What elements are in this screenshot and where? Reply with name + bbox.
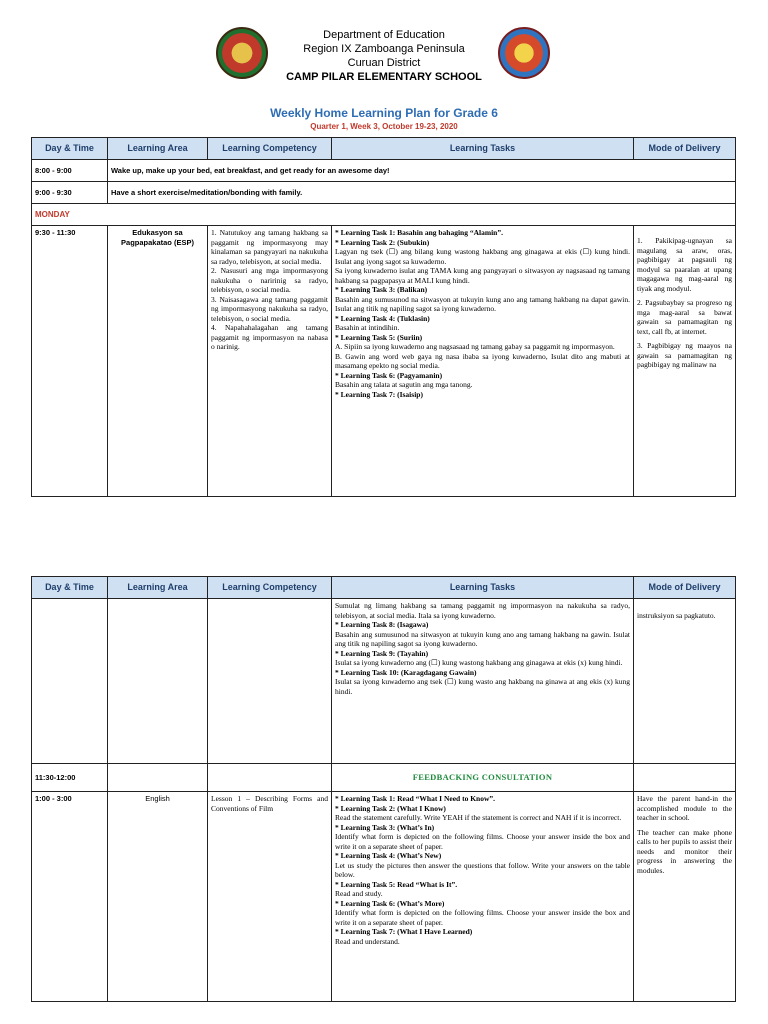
learning-competency-cell: Lesson 1 – Describing Forms and Conventions of Film xyxy=(208,792,332,1002)
task-item: * Learning Task 4: (Tuklasin) xyxy=(335,313,430,323)
task-item: Sumulat ng limang hakbang sa tamang paggamit ng impormasyon na nakukuha sa radyo, telebisyon, at social media. Itala sa iyong kuwaderno. xyxy=(335,601,630,620)
competency-item: 2. Nasusuri ang mga impormasyong nakukuha o naririnig sa radyo, telebisyon, o social media. xyxy=(211,266,328,294)
task-item: * Learning Task 3: (What’s In) xyxy=(335,822,435,832)
learning-area-cell xyxy=(108,599,208,764)
learning-tasks-cell xyxy=(332,792,634,1002)
learning-area-cell xyxy=(108,764,208,792)
time-cell xyxy=(32,599,108,764)
col-header-learning-tasks: Learning Tasks xyxy=(332,577,634,599)
task-item: * Learning Task 5: (Suriin) xyxy=(335,332,423,342)
learning-competency-cell xyxy=(208,226,332,497)
competency-item: 3. Naisasagawa ang tamang paggamit ng impormasyong nakukuha sa radyo, telebisyon, o social media. xyxy=(211,294,328,323)
col-header-learning-competency: Learning Competency xyxy=(208,577,332,599)
task-item: Read the statement carefully. Write YEAH if the statement is correct and NAH if it is incorrect. xyxy=(335,813,622,822)
task-item: Lagyan ng tsek (☐) ang bilang kung wastong hakbang ang ginagawa at ekis (☐) kung hindi. Isulat ang iyong sagot sa kuwaderno. xyxy=(335,247,630,266)
activity-cell: Have a short exercise/meditation/bonding with family. xyxy=(108,182,736,204)
table-row-continued xyxy=(32,599,736,764)
delivery-item: The teacher can make phone calls to her pupils to assist their needs and monitor their progress in answering the modules. xyxy=(637,827,732,875)
learning-area-cell: Edukasyon sa Pagpapakatao (ESP) xyxy=(108,226,208,497)
delivery-item: Have the parent hand-in the accomplished module to the teacher in school. xyxy=(637,794,732,822)
task-item: * Learning Task 2: (Subukin) xyxy=(335,237,430,247)
task-item: B. Gawin ang word web gaya ng nasa ibaba sa iyong kuwaderno, Isulat dito ang mabuti at masamang epekto ng social media. xyxy=(335,351,630,370)
task-item: Let us study the pictures then answer the questions that follow. Write your answers on the table below. xyxy=(335,860,630,879)
task-item: * Learning Task 3: (Balikan) xyxy=(335,285,428,294)
header-row xyxy=(32,577,736,599)
task-item: * Learning Task 5: Read “What is It”. xyxy=(335,879,458,889)
task-item: A. Sipiin sa iyong kuwaderno ang nagsasaad ng tamang gabay sa paggamit ng impormasyon. xyxy=(335,342,615,351)
table-row xyxy=(32,160,736,182)
time-cell: 9:30 - 11:30 xyxy=(32,226,108,497)
learning-competency-cell xyxy=(208,764,332,792)
task-item: * Learning Task 7: (What I Have Learned) xyxy=(335,927,473,936)
feedback-label: FEEDBACKING CONSULTATION xyxy=(332,764,634,792)
learning-tasks-cell xyxy=(332,226,634,497)
col-header-learning-competency: Learning Competency xyxy=(208,138,332,160)
task-item: * Learning Task 1: Read “What I Need to Know”. xyxy=(335,794,496,803)
learning-plan-table-2 xyxy=(31,576,736,1002)
activity-cell: Wake up, make up your bed, eat breakfast, and get ready for an awesome day! xyxy=(108,160,736,182)
learning-area-cell: English xyxy=(108,792,208,1002)
time-cell: 9:00 - 9:30 xyxy=(32,182,108,204)
task-item: * Learning Task 1: Basahin ang bahaging “Alamin”. xyxy=(335,228,503,237)
col-header-day-time: Day & Time xyxy=(32,138,108,160)
col-header-learning-area: Learning Area xyxy=(108,138,208,160)
col-header-learning-area: Learning Area xyxy=(108,577,208,599)
task-item: Identify what form is depicted on the following films. Choose your answer inside the box and write it on a separate sheet of paper. xyxy=(335,908,630,927)
task-item: Basahin ang talata at sagutin ang mga tanong. xyxy=(335,380,473,389)
learning-competency-cell xyxy=(208,599,332,764)
task-item: Sa iyong kuwaderno isulat ang TAMA kung ang pangyayari o sitwasyon ay nagsasaad ng tamang hakbang sa pagpapasya at MALI kung hindi. xyxy=(335,266,630,285)
document-header xyxy=(0,0,768,100)
col-header-learning-tasks: Learning Tasks xyxy=(332,138,634,160)
plan-subtitle: Quarter 1, Week 3, October 19-23, 2020 xyxy=(310,122,458,131)
plan-title: Weekly Home Learning Plan for Grade 6 xyxy=(270,106,498,120)
task-item: * Learning Task 6: (Pagyamanin) xyxy=(335,370,443,380)
day-label: MONDAY xyxy=(32,204,736,226)
task-item: Isulat sa iyong kuwaderno ang (☐) kung wastong hakbang ang ginagawa at ekis (x) kung hindi. xyxy=(335,658,623,667)
task-item: Basahin ang sumusunod na sitwasyon at tukuyin kung ano ang tamang hakbang na dapat gawin. Isulat ang titik ng napiling sagot sa iyong kuwaderno. xyxy=(335,294,630,313)
col-header-mode-of-delivery: Mode of Delivery xyxy=(634,138,736,160)
time-cell: 8:00 - 9:00 xyxy=(32,160,108,182)
mode-of-delivery-cell xyxy=(634,599,736,764)
task-item: * Learning Task 6: (What’s More) xyxy=(335,898,445,908)
task-item: Identify what form is depicted on the following films. Choose your answer inside the box and write it on a separate sheet of paper. xyxy=(335,832,630,851)
task-item: Isulat sa iyong kuwaderno ang tsek (☐) kung wasto ang hakbang na ginawa at ang ekis (x) kung hindi. xyxy=(335,677,630,696)
time-cell: 11:30-12:00 xyxy=(32,764,108,792)
day-row xyxy=(32,204,736,226)
district-name: Curuan District xyxy=(347,57,421,69)
task-item: Read and study. xyxy=(335,889,383,898)
learning-plan-table-1 xyxy=(31,137,736,497)
task-item: Read and understand. xyxy=(335,936,400,946)
region-name: Region IX Zamboanga Peninsula xyxy=(303,43,465,55)
mode-of-delivery-cell xyxy=(634,792,736,1002)
task-item: * Learning Task 7: (Isaisip) xyxy=(335,389,423,399)
time-cell: 1:00 - 3:00 xyxy=(32,792,108,1002)
delivery-item: 2. Pagsubaybay sa progreso ng mga mag-aaral sa bawat gawain sa pamamagitan ng text, call fb, at internet. xyxy=(637,298,732,336)
mode-of-delivery-cell xyxy=(634,764,736,792)
table-row-feedback xyxy=(32,764,736,792)
task-item: * Learning Task 10: (Karagdagang Gawain) xyxy=(335,667,477,677)
task-item: * Learning Task 8: (Isagawa) xyxy=(335,620,429,629)
col-header-day-time: Day & Time xyxy=(32,577,108,599)
header-row xyxy=(32,138,736,160)
col-header-mode-of-delivery: Mode of Delivery xyxy=(634,577,736,599)
competency-item: 1. Natutukoy ang tamang hakbang sa paggamit ng impormasyong may kinalaman sa pangyayari na nakukuha sa radyo, telebisyon, at social media. xyxy=(211,228,328,266)
task-item: * Learning Task 4: (What’s New) xyxy=(335,851,442,860)
delivery-item: 1. Pakikipag-ugnayan sa magulang sa araw, oras, pagbibigay at pagsauli ng modyul sa paaralan at upang magagawa ng mag-aaral ng tiyak ang modyul. xyxy=(637,236,732,293)
table-row xyxy=(32,182,736,204)
table-row-english xyxy=(32,792,736,1002)
department-name: Department of Education xyxy=(323,29,445,41)
learning-tasks-cell xyxy=(332,599,634,764)
task-item: * Learning Task 9: (Tayahin) xyxy=(335,648,429,658)
table-row-esp xyxy=(32,226,736,497)
task-item: Basahin at intindihin. xyxy=(335,323,400,332)
delivery-item: instruksiyon sa pagkatuto. xyxy=(637,611,716,620)
task-item: * Learning Task 2: (What I Know) xyxy=(335,803,446,813)
school-name: CAMP PILAR ELEMENTARY SCHOOL xyxy=(286,71,482,83)
task-item: Basahin ang sumusunod na sitwasyon at tukuyin kung ano ang tamang hakbang na gawin. Isulat ang titik ng napiling sagot sa iyong kuwaderno. xyxy=(335,629,630,648)
delivery-item: 3. Pagbibigay ng maayos na gawain sa pamamagitan ng pagbibigay ng malinaw na xyxy=(637,341,732,369)
competency-item: 4. Napahahalagahan ang tamang paggamit ng impormasyon na nabasa o narinig. xyxy=(211,323,328,351)
mode-of-delivery-cell xyxy=(634,226,736,497)
